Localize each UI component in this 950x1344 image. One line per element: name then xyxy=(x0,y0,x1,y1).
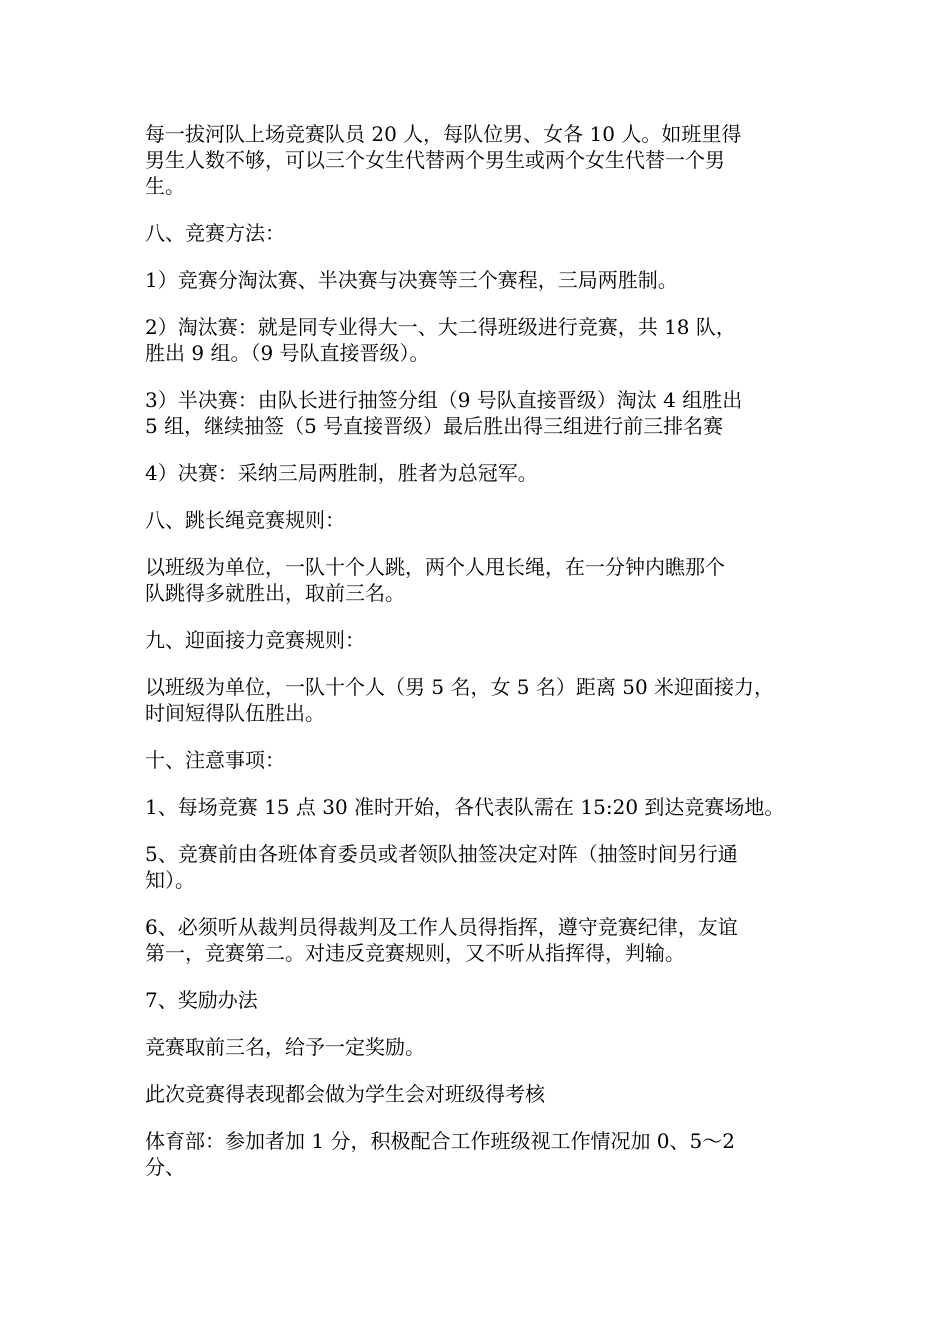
heading-relay-rules: 九、迎面接力竞赛规则： xyxy=(145,628,365,652)
paragraph-method-elimination: 2）淘汰赛：就是同专业得大一、大二得班级进行竞赛，共 18 队， 胜出 9 组。（9 号队直接晋级）。 xyxy=(145,315,736,365)
heading-competition-method: 八、竞赛方法： xyxy=(145,221,285,245)
paragraph-assessment: 此次竞赛得表现都会做为学生会对班级得考核 xyxy=(145,1082,545,1106)
document-body xyxy=(145,121,815,1201)
paragraph-tug-of-war-team-size: 每一拔河队上场竞赛队员 20 人，每队位男、女各 10 人。如班里得 男生人数不够，可以三个女生代替两个男生或两个女生代替一个男 生。 xyxy=(145,122,742,198)
paragraph-method-final: 4）决赛：采纳三局两胜制，胜者为总冠军。 xyxy=(145,461,538,485)
paragraph-note-referee: 6、必须听从裁判员得裁判及工作人员得指挥，遵守竞赛纪律，友谊 第一，竞赛第二。对违反竞赛规则，又不听从指挥得，判输。 xyxy=(145,915,738,965)
heading-rewards: 7、奖励办法 xyxy=(145,988,258,1012)
paragraph-note-draw: 5、竞赛前由各班体育委员或者领队抽签决定对阵（抽签时间另行通 知）。 xyxy=(145,842,738,892)
paragraph-method-semifinal: 3）半决赛：由队长进行抽签分组（9 号队直接晋级）淘汰 4 组胜出 5 组，继续抽签（5 号直接晋级）最后胜出得三组进行前三排名赛 xyxy=(145,388,743,438)
paragraph-rewards: 竞赛取前三名，给予一定奖励。 xyxy=(145,1035,425,1059)
paragraph-method-stages: 1）竞赛分淘汰赛、半决赛与决赛等三个赛程，三局两胜制。 xyxy=(145,268,678,292)
paragraph-relay-rules: 以班级为单位，一队十个人（男 5 名，女 5 名）距离 50 米迎面接力， 时间短得队伍胜出。 xyxy=(145,675,775,725)
paragraph-sports-dept-points: 体育部：参加者加 1 分，积极配合工作班级视工作情况加 0、5～2 分、 xyxy=(145,1129,735,1179)
paragraph-long-rope-rules: 以班级为单位，一队十个人跳，两个人甩长绳，在一分钟内瞧那个 队跳得多就胜出，取前三名。 xyxy=(145,555,725,605)
paragraph-note-start-time: 1、每场竞赛 15 点 30 准时开始，各代表队需在 15:20 到达竞赛场地。 xyxy=(145,795,785,819)
heading-long-rope-rules: 八、跳长绳竞赛规则： xyxy=(145,508,345,532)
heading-notes: 十、注意事项： xyxy=(145,748,285,772)
